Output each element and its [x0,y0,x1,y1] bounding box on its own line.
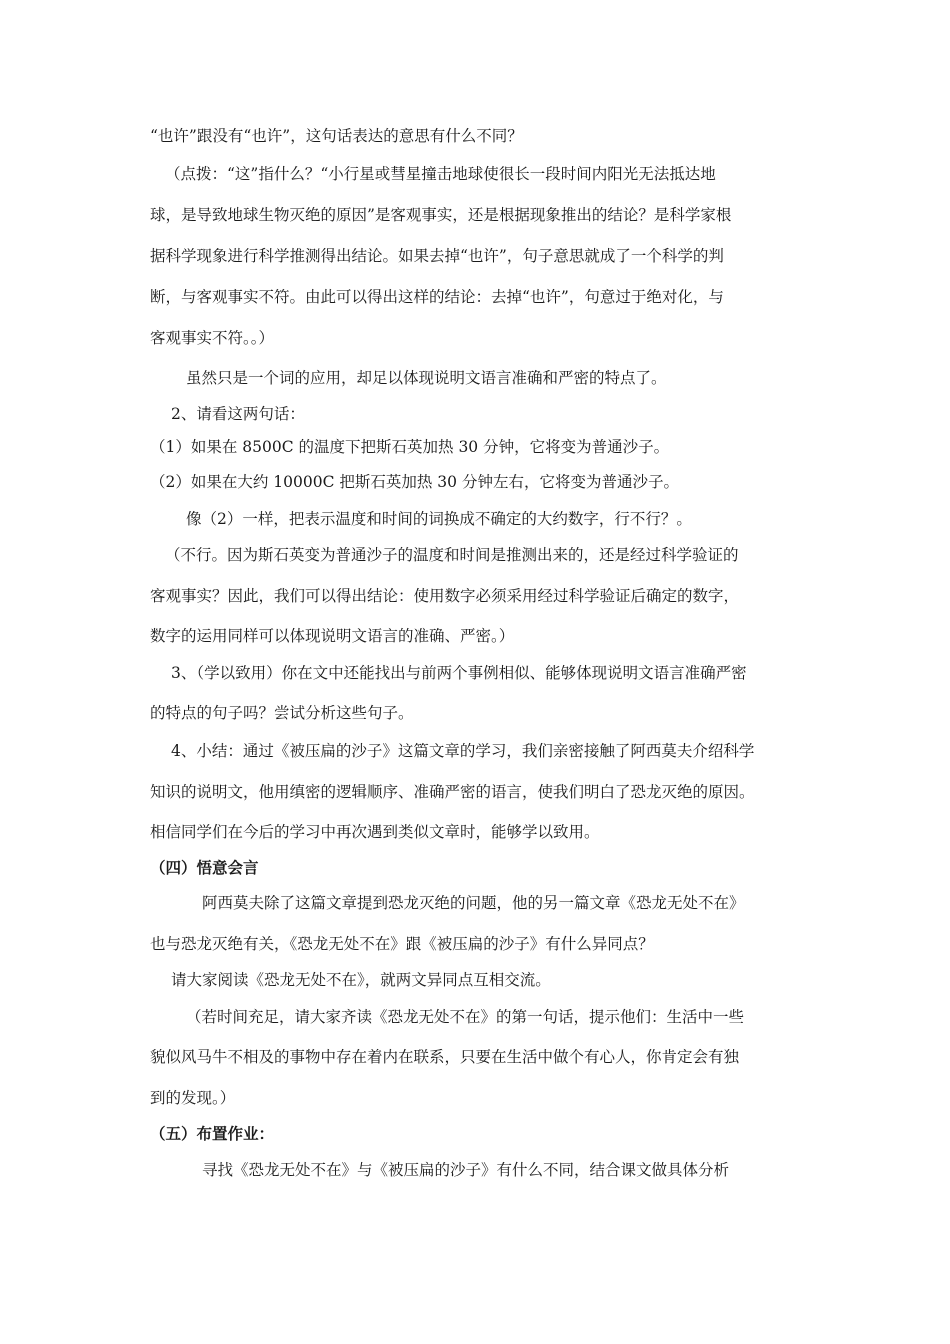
text-line: 像（2）一样，把表示温度和时间的词换成不确定的大约数字，行不行？。 [186,510,692,528]
text-line: （1）如果在 8500C 的温度下把斯石英加热 30 分钟，它将变为普通沙子。 [150,438,670,456]
text-line: 寻找《恐龙无处不在》与《被压扁的沙子》有什么不同，结合课文做具体分析 [202,1161,730,1179]
text-line: 到的发现。） [150,1089,236,1107]
text-line: 客观事实不符。。） [150,329,275,347]
text-line: 知识的说明文，他用缜密的逻辑顺序、准确严密的语言，使我们明白了恐龙灭绝的原因。 [150,783,755,801]
text-line: 也与恐龙灭绝有关，《恐龙无处不在》跟《被压扁的沙子》有什么异同点？ [150,935,654,953]
text-line: 数字的运用同样可以体现说明文语言的准确、严密。） [150,627,515,645]
text-line: “也许”跟没有“也许”，这句话表达的意思有什么不同？ [150,127,523,145]
text-line: （若时间充足，请大家齐读《恐龙无处不在》的第一句话，提示他们：生活中一些 [186,1008,745,1026]
text-line: 客观事实？因此，我们可以得出结论：使用数字必须采用经过科学验证后确定的数字， [150,587,740,605]
section-heading-5: （五）布置作业： [150,1124,275,1143]
text-line: 相信同学们在今后的学习中再次遇到类似文章时，能够学以致用。 [150,823,600,841]
text-line: 2、请看这两句话： [171,405,305,423]
text-line: （点拨：“这”指什么？“小行星或彗星撞击地球使很长一段时间内阳光无法抵达地 [165,165,716,183]
text-line: 4、小结：通过《被压扁的沙子》这篇文章的学习，我们亲密接触了阿西莫夫介绍科学 [171,742,755,760]
text-line: 的特点的句子吗？尝试分析这些句子。 [150,704,414,722]
text-line: 请大家阅读《恐龙无处不在》，就两文异同点互相交流。 [171,971,551,989]
text-line: 阿西莫夫除了这篇文章提到恐龙灭绝的问题，他的另一篇文章《恐龙无处不在》 [202,894,745,912]
text-line: 虽然只是一个词的应用，却足以体现说明文语言准确和严密的特点了。 [186,369,667,387]
text-line: 貌似风马牛不相及的事物中存在着内在联系，只要在生活中做个有心人，你肯定会有独 [150,1048,740,1066]
section-heading-4: （四）悟意会言 [150,858,259,877]
text-line: （不行。因为斯石英变为普通沙子的温度和时间是推测出来的，还是经过科学验证的 [165,546,739,564]
text-line: 断，与客观事实不符。由此可以得出这样的结论：去掉“也许”，句意过于绝对化，与 [150,288,724,306]
text-line: 球，是导致地球生物灭绝的原因”是客观事实，还是根据现象推出的结论？是科学家根 [150,206,732,224]
text-line: （2）如果在大约 10000C 把斯石英加热 30 分钟左右，它将变为普通沙子。 [150,473,679,491]
text-line: 据科学现象进行科学推测得出结论。如果去掉“也许”，句子意思就成了一个科学的判 [150,247,724,265]
text-line: 3、（学以致用）你在文中还能找出与前两个事例相似、能够体现说明文语言准确严密 [171,664,747,682]
